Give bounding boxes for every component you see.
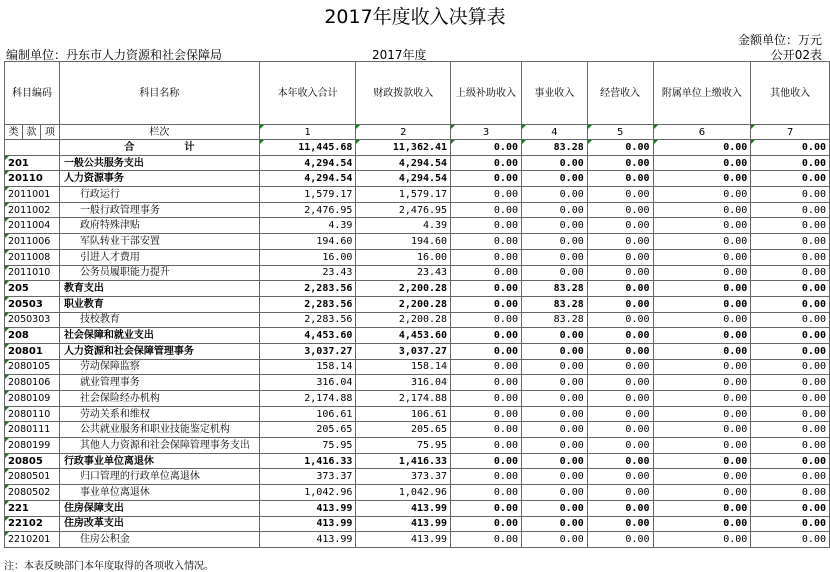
footnote: 注：本表反映部门本年度取得的各项收入情况。 [4,561,214,572]
amount-cell: 0.00 [522,532,588,548]
total-value: 0.00 [451,140,522,156]
amount-cell: 23.43 [259,265,356,281]
amount-cell: 0.00 [587,328,653,344]
subject-code: 2080111 [5,422,60,438]
amount-cell: 0.00 [653,343,751,359]
header-operating: 经营收入 [587,62,653,125]
amount-cell: 0.00 [451,532,522,548]
amount-cell: 0.00 [653,500,751,516]
amount-cell: 0.00 [451,516,522,532]
table-row [5,485,830,501]
subject-code: 2080110 [5,406,60,422]
amount-cell: 83.28 [522,296,588,312]
amount-cell: 0.00 [451,375,522,391]
amount-cell: 0.00 [451,406,522,422]
table-row [5,218,830,234]
amount-cell: 1,042.96 [259,485,356,501]
total-value: 83.28 [522,140,588,156]
amount-cell: 83.28 [522,312,588,328]
amount-cell: 0.00 [522,453,588,469]
amount-cell: 0.00 [751,438,830,454]
subject-code: 20801 [5,343,60,359]
amount-cell: 0.00 [751,485,830,501]
amount-cell: 1,042.96 [356,485,451,501]
subject-code: 2210201 [5,532,60,548]
total-value: 11,445.68 [259,140,356,156]
report-year: 2017年度 [372,48,427,62]
amount-cell: 0.00 [522,438,588,454]
amount-cell: 0.00 [587,406,653,422]
subject-code: 2080502 [5,485,60,501]
amount-cell: 106.61 [356,406,451,422]
amount-cell: 0.00 [451,391,522,407]
subject-code: 2011002 [5,202,60,218]
subject-code: 2080106 [5,375,60,391]
amount-cell: 0.00 [522,171,588,187]
amount-cell: 1,416.33 [356,453,451,469]
total-row [5,140,830,156]
amount-cell: 2,283.56 [259,296,356,312]
reporting-unit: 编制单位：丹东市人力资源和社会保障局 [6,48,223,62]
table-row [5,453,830,469]
form-code: 公开02表 [770,48,822,62]
amount-cell: 0.00 [751,202,830,218]
amount-cell: 0.00 [751,359,830,375]
subject-code: 2011008 [5,249,60,265]
amount-cell: 0.00 [451,155,522,171]
header-subsidy: 上级补助收入 [451,62,522,125]
subject-name: 劳动保障监察 [59,359,259,375]
total-value: 0.00 [587,140,653,156]
amount-cell: 0.00 [653,171,751,187]
amount-cell: 4,294.54 [259,155,356,171]
amount-cell: 0.00 [751,375,830,391]
amount-cell: 0.00 [451,312,522,328]
amount-cell: 0.00 [751,469,830,485]
amount-cell: 0.00 [587,485,653,501]
subject-name: 公共就业服务和职业技能鉴定机构 [59,422,259,438]
amount-cell: 0.00 [451,469,522,485]
amount-cell: 413.99 [259,516,356,532]
header-row [5,62,830,125]
amount-cell: 2,200.28 [356,312,451,328]
col-number: 7 [751,125,830,140]
amount-cell: 0.00 [587,202,653,218]
amount-cell: 0.00 [653,406,751,422]
subject-code: 20503 [5,296,60,312]
amount-cell: 0.00 [653,391,751,407]
amount-cell: 0.00 [587,532,653,548]
amount-cell: 0.00 [522,406,588,422]
amount-cell: 0.00 [751,328,830,344]
amount-cell: 0.00 [522,218,588,234]
header-fiscal: 财政拨款收入 [356,62,451,125]
amount-cell: 0.00 [451,328,522,344]
table-row [5,328,830,344]
subject-name: 技校教育 [59,312,259,328]
col-number: 1 [259,125,356,140]
amount-cell: 0.00 [751,516,830,532]
subject-code: 2080105 [5,359,60,375]
subject-name: 职业教育 [59,296,259,312]
subject-name: 引进人才费用 [59,249,259,265]
amount-cell: 2,200.28 [356,296,451,312]
table-row [5,234,830,250]
amount-cell: 2,174.88 [356,391,451,407]
amount-cell: 0.00 [522,375,588,391]
amount-cell: 0.00 [751,155,830,171]
amount-cell: 0.00 [587,391,653,407]
amount-cell: 0.00 [451,343,522,359]
subject-name: 归口管理的行政单位离退休 [59,469,259,485]
amount-cell: 0.00 [587,516,653,532]
amount-cell: 1,579.17 [356,187,451,203]
amount-cell: 0.00 [653,187,751,203]
amount-cell: 194.60 [356,234,451,250]
income-table [4,61,830,548]
table-row [5,469,830,485]
subject-name: 就业管理事务 [59,375,259,391]
amount-cell: 0.00 [451,485,522,501]
col-number: 5 [587,125,653,140]
amount-cell: 0.00 [522,265,588,281]
amount-cell: 0.00 [522,485,588,501]
col-number: 2 [356,125,451,140]
subject-name: 一般公共服务支出 [59,155,259,171]
subject-code: 2080501 [5,469,60,485]
amount-cell: 3,037.27 [259,343,356,359]
amount-cell: 0.00 [653,202,751,218]
amount-cell: 4,453.60 [259,328,356,344]
amount-cell: 2,283.56 [259,281,356,297]
amount-cell: 0.00 [587,265,653,281]
amount-cell: 0.00 [751,312,830,328]
subject-code: 20805 [5,453,60,469]
amount-cell: 0.00 [587,375,653,391]
amount-cell: 0.00 [587,171,653,187]
subject-code: 2011006 [5,234,60,250]
amount-cell: 413.99 [259,532,356,548]
amount-cell: 0.00 [653,296,751,312]
amount-cell: 0.00 [751,532,830,548]
table-row [5,500,830,516]
amount-cell: 0.00 [653,312,751,328]
amount-cell: 0.00 [653,281,751,297]
subject-code: 2080109 [5,391,60,407]
amount-cell: 2,283.56 [259,312,356,328]
amount-cell: 4,453.60 [356,328,451,344]
amount-cell: 0.00 [653,249,751,265]
table-row [5,359,830,375]
amount-cell: 0.00 [522,249,588,265]
col-number: 3 [451,125,522,140]
table-row [5,375,830,391]
amount-cell: 0.00 [751,234,830,250]
amount-cell: 0.00 [522,500,588,516]
amount-cell: 0.00 [451,234,522,250]
amount-cell: 1,416.33 [259,453,356,469]
amount-cell: 0.00 [587,312,653,328]
amount-cell: 0.00 [653,485,751,501]
header-other: 其他收入 [751,62,830,125]
amount-cell: 316.04 [356,375,451,391]
subject-name: 社会保险经办机构 [59,391,259,407]
amount-cell: 0.00 [522,359,588,375]
table-row [5,281,830,297]
table-row [5,296,830,312]
amount-cell: 4,294.54 [356,171,451,187]
amount-cell: 0.00 [653,469,751,485]
amount-cell: 0.00 [451,249,522,265]
amount-cell: 2,476.95 [259,202,356,218]
amount-cell: 0.00 [451,359,522,375]
amount-cell: 0.00 [451,296,522,312]
amount-cell: 75.95 [356,438,451,454]
subject-code: 2011010 [5,265,60,281]
amount-cell: 0.00 [451,187,522,203]
amount-cell: 0.00 [522,516,588,532]
amount-cell: 0.00 [751,406,830,422]
subject-code: 2011001 [5,187,60,203]
total-value: 0.00 [751,140,830,156]
table-row [5,312,830,328]
amount-cell: 0.00 [451,202,522,218]
amount-cell: 0.00 [751,391,830,407]
amount-cell: 0.00 [587,249,653,265]
amount-cell: 0.00 [451,281,522,297]
amount-cell: 0.00 [653,375,751,391]
amount-cell: 0.00 [451,218,522,234]
amount-cell: 0.00 [587,218,653,234]
subject-name: 社会保障和就业支出 [59,328,259,344]
amount-cell: 0.00 [751,500,830,516]
amount-cell: 2,174.88 [259,391,356,407]
subject-name: 住房改革支出 [59,516,259,532]
subject-name: 事业单位离退休 [59,485,259,501]
amount-cell: 0.00 [751,296,830,312]
table-row [5,265,830,281]
amount-cell: 0.00 [587,187,653,203]
table-row [5,406,830,422]
amount-cell: 0.00 [587,281,653,297]
amount-cell: 0.00 [587,453,653,469]
subject-name: 行政事业单位离退休 [59,453,259,469]
table-row [5,343,830,359]
header-total: 本年收入合计 [259,62,356,125]
subject-name: 住房公积金 [59,532,259,548]
amount-cell: 75.95 [259,438,356,454]
amount-cell: 0.00 [751,281,830,297]
sequence-row [5,125,830,140]
amount-cell: 373.37 [356,469,451,485]
amount-cell: 16.00 [259,249,356,265]
amount-cell: 413.99 [356,500,451,516]
amount-cell: 0.00 [653,234,751,250]
table-row [5,155,830,171]
amount-cell: 0.00 [451,265,522,281]
amount-cell: 158.14 [356,359,451,375]
amount-cell: 0.00 [653,265,751,281]
amount-cell: 2,476.95 [356,202,451,218]
col-number: 6 [653,125,751,140]
table-row [5,202,830,218]
amount-cell: 0.00 [653,328,751,344]
table-row [5,516,830,532]
amount-cell: 0.00 [751,187,830,203]
amount-cell: 205.65 [356,422,451,438]
table-row [5,171,830,187]
total-value: 11,362.41 [356,140,451,156]
amount-cell: 205.65 [259,422,356,438]
amount-cell: 194.60 [259,234,356,250]
amount-cell: 16.00 [356,249,451,265]
header-name: 科目名称 [59,62,259,125]
header-affiliated: 附属单位上缴收入 [653,62,751,125]
amount-cell: 0.00 [653,438,751,454]
total-label: 合 计 [59,140,259,156]
subject-code: 2050303 [5,312,60,328]
amount-cell: 1,579.17 [259,187,356,203]
subject-name: 人力资源和社会保障管理事务 [59,343,259,359]
total-code [5,140,60,156]
seq-label: 栏次 [59,125,259,140]
amount-cell: 106.61 [259,406,356,422]
amount-cell: 4.39 [356,218,451,234]
subject-name: 教育支出 [59,281,259,297]
subject-name: 劳动关系和维权 [59,406,259,422]
amount-cell: 0.00 [451,500,522,516]
amount-cell: 316.04 [259,375,356,391]
amount-cell: 3,037.27 [356,343,451,359]
amount-cell: 413.99 [356,516,451,532]
amount-cell: 0.00 [751,265,830,281]
subject-code: 205 [5,281,60,297]
header-xiang: 项 [40,125,59,140]
amount-cell: 0.00 [587,438,653,454]
subject-name: 住房保障支出 [59,500,259,516]
amount-cell: 413.99 [356,532,451,548]
amount-cell: 0.00 [451,422,522,438]
amount-cell: 4,294.54 [259,171,356,187]
subject-name: 人力资源事务 [59,171,259,187]
header-business: 事业收入 [522,62,588,125]
subject-code: 2080199 [5,438,60,454]
amount-cell: 0.00 [587,469,653,485]
table-row [5,391,830,407]
amount-cell: 0.00 [451,453,522,469]
amount-cell: 0.00 [522,234,588,250]
amount-cell: 0.00 [522,187,588,203]
subject-code: 221 [5,500,60,516]
amount-cell: 0.00 [522,391,588,407]
amount-cell: 0.00 [751,249,830,265]
amount-unit: 金额单位：万元 [737,33,822,47]
subject-name: 行政运行 [59,187,259,203]
subject-code: 208 [5,328,60,344]
amount-cell: 0.00 [522,469,588,485]
total-value: 0.00 [653,140,751,156]
amount-cell: 0.00 [587,155,653,171]
amount-cell: 0.00 [587,359,653,375]
header-code: 科目编码 [5,62,60,125]
amount-cell: 2,200.28 [356,281,451,297]
amount-cell: 4.39 [259,218,356,234]
amount-cell: 0.00 [522,155,588,171]
subject-name: 政府特殊津贴 [59,218,259,234]
subject-name: 一般行政管理事务 [59,202,259,218]
subject-code: 22102 [5,516,60,532]
amount-cell: 83.28 [522,281,588,297]
table-row [5,532,830,548]
table-row [5,438,830,454]
amount-cell: 373.37 [259,469,356,485]
amount-cell: 23.43 [356,265,451,281]
amount-cell: 0.00 [587,234,653,250]
table-row [5,249,830,265]
table-row [5,187,830,203]
header-kuan: 款 [22,125,40,140]
amount-cell: 0.00 [653,532,751,548]
header-lei: 类 [5,125,23,140]
amount-cell: 0.00 [522,328,588,344]
subject-code: 2011004 [5,218,60,234]
amount-cell: 0.00 [653,218,751,234]
subject-code: 20110 [5,171,60,187]
amount-cell: 0.00 [751,453,830,469]
amount-cell: 0.00 [653,516,751,532]
amount-cell: 0.00 [751,422,830,438]
subject-code: 201 [5,155,60,171]
amount-cell: 4,294.54 [356,155,451,171]
amount-cell: 0.00 [451,171,522,187]
amount-cell: 0.00 [587,422,653,438]
col-number: 4 [522,125,588,140]
amount-cell: 0.00 [653,422,751,438]
amount-cell: 0.00 [522,422,588,438]
amount-cell: 0.00 [451,438,522,454]
amount-cell: 0.00 [751,343,830,359]
page-title: 2017年度收入决算表 [324,6,506,28]
amount-cell: 0.00 [587,500,653,516]
amount-cell: 0.00 [751,171,830,187]
table-row [5,422,830,438]
amount-cell: 0.00 [522,343,588,359]
amount-cell: 0.00 [587,296,653,312]
amount-cell: 0.00 [653,155,751,171]
subject-name: 公务员履职能力提升 [59,265,259,281]
amount-cell: 413.99 [259,500,356,516]
subject-name: 军队转业干部安置 [59,234,259,250]
amount-cell: 0.00 [653,359,751,375]
subject-name: 其他人力资源和社会保障管理事务支出 [59,438,259,454]
amount-cell: 0.00 [653,453,751,469]
amount-cell: 158.14 [259,359,356,375]
amount-cell: 0.00 [587,343,653,359]
amount-cell: 0.00 [751,218,830,234]
amount-cell: 0.00 [522,202,588,218]
